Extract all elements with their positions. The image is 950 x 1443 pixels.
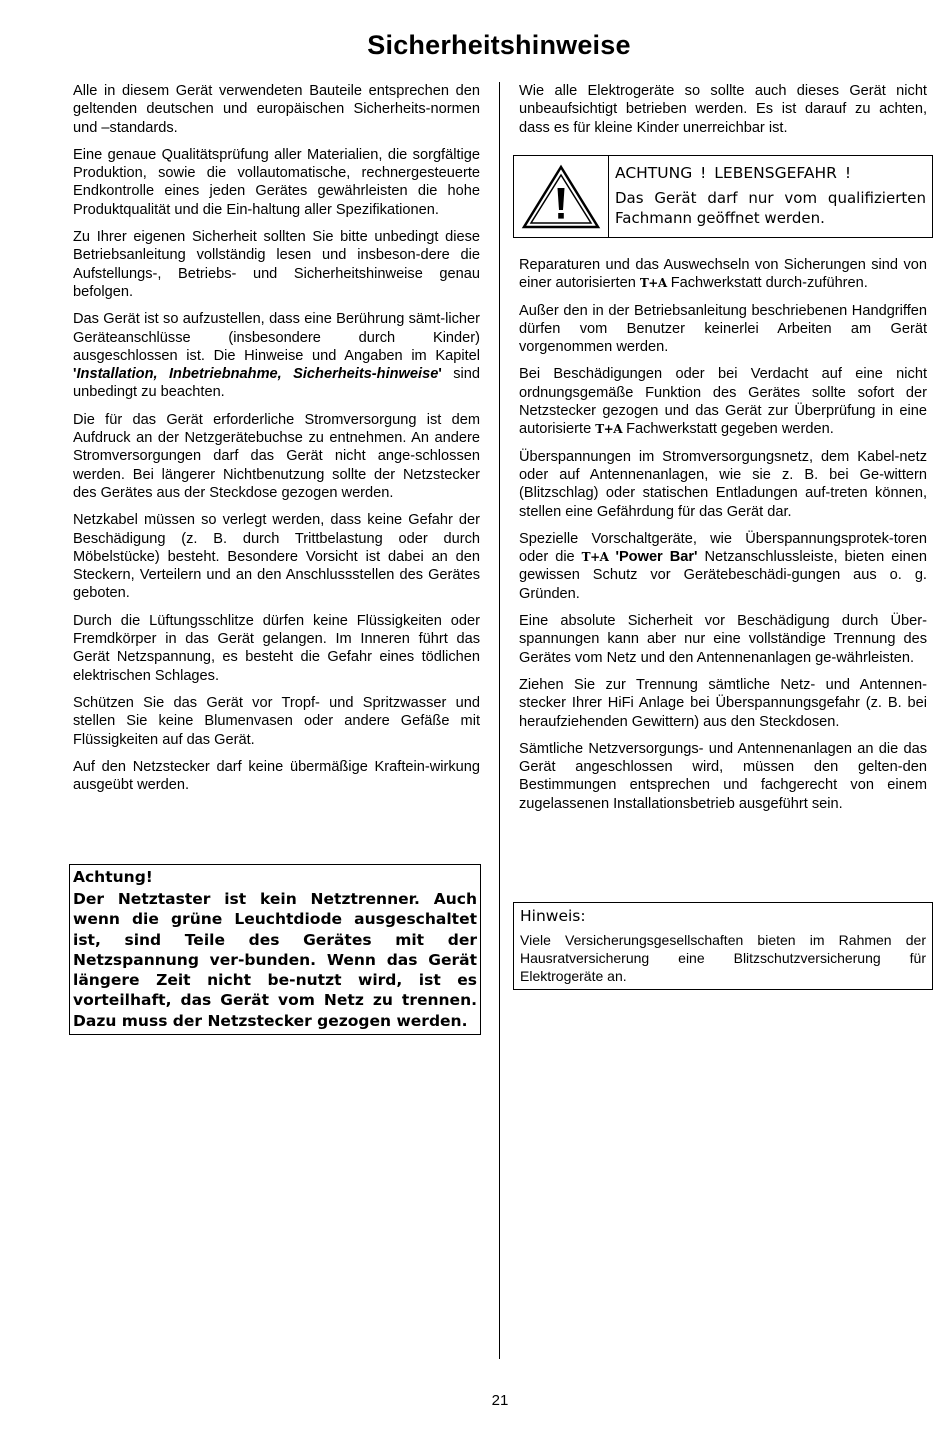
- paragraph: Außer den in der Betriebsanleitung beschriebenen Handgriffen dürfen vom Benutzer keinerlei Arbeiten am Gerät vorgenommen werden.: [519, 302, 927, 356]
- paragraph: Auf den Netzstecker darf keine übermäßige Kraftein-wirkung ausgeübt werden.: [73, 758, 480, 794]
- notice-heading: Achtung!: [73, 868, 153, 886]
- text: Das Gerät ist so aufzustellen, dass eine Berührung sämt-licher Geräteanschlüsse (insbesondere durch Kinder) ausgeschlossen ist. Die Hinweise und Angaben im Kapitel: [73, 311, 480, 364]
- paragraph: Netzkabel müssen so verlegt werden, dass keine Gefahr der Beschädigung (z. B. durch Trittbelastung oder durch Möbelstücke) besteht. Besondere Vorsicht ist dabei an den Steckern, Verteilern und an den Anschlussstellen des Gerätes geboten.: [73, 512, 480, 602]
- paragraph: [519, 256, 927, 293]
- quote-mark: ': [438, 366, 442, 383]
- page-number: 21: [491, 1392, 509, 1409]
- paragraph: Überspannungen im Stromversorgungsnetz, dem Kabel-netz oder auf Antennenanlagen, wie sie z. B. bei Ge-wittern (Blitzschlag) oder statischen Entladungen auf-treten können, stellen eine Gefährdung für das Gerät dar.: [519, 448, 927, 520]
- hinweis-text: Viele Versicherungsgesellschaften bieten im Rahmen der Hausratversicherung eine Blitzschutzversicherung für Elektrogeräte an.: [520, 932, 926, 984]
- danger-body: Das Gerät darf nur vom qualifizierten Fachmann geöffnet werden.: [615, 189, 926, 227]
- text: Netzanschlussleiste, bieten einen gewissen Schutz vor Gerätebeschädi-gungen aus o. g. Gründen.: [519, 549, 927, 602]
- danger-warning-box: [513, 155, 933, 238]
- hinweis-heading: Hinweis:: [520, 907, 586, 925]
- right-column: [519, 82, 927, 146]
- paragraph: [519, 365, 927, 438]
- paragraph: Eine genaue Qualitätsprüfung aller Materialien, die sorgfältige Produktion, sowie die vollautomatische, rechnergesteuerte Endkontrolle eines jeden Gerätes gewährleisten die hohe Produktqualität und die Ein-haltung aller Spezifikationen.: [73, 146, 480, 218]
- column-divider: [499, 82, 500, 1359]
- text: Reparaturen und das Auswechseln von Sicherungen sind von einer autorisierten: [519, 257, 927, 292]
- warning-icon-cell: [514, 156, 609, 237]
- paragraph: [73, 310, 480, 401]
- right-column-continued: [519, 256, 927, 822]
- left-column: [73, 82, 480, 803]
- brand-logo: T+A: [639, 276, 667, 291]
- paragraph: Schützen Sie das Gerät vor Tropf- und Spritzwasser und stellen Sie keine Blumenvasen oder andere Gefäße mit Flüssigkeiten auf das Gerät.: [73, 694, 480, 748]
- paragraph: Sämtliche Netzversorgungs- und Antennenanlagen an die das Gerät angeschlossen wird, müssen den gelten-den Bestimmungen entsprechen und fachgerecht von einem zugelassenen Installationsbetrieb ausgeführt sein.: [519, 740, 927, 812]
- paragraph: Zu Ihrer eigenen Sicherheit sollten Sie bitte unbedingt diese Betriebsanleitung vollständig lesen und insbeson-dere die Aufstellungs-, Betriebs- und Sicherheitshinweise genau befolgen.: [73, 229, 480, 300]
- quote-mark: ': [73, 366, 77, 383]
- notice-text: Der Netztaster ist kein Netztrenner. Auch wenn die grüne Leuchtdiode ausgeschaltet ist, sind Teile des Gerätes mit der Netzspannung ver-bunden. Wenn das Gerät längere Zeit nicht be-nutzt wird, ist es vorteilhaft, das Gerät vom Netz zu trennen. Dazu muss der Netzstecker gezogen werden.: [73, 890, 477, 1030]
- achtung-notice-box: [69, 864, 481, 1035]
- page-title: Sicherheitshinweise: [367, 30, 631, 60]
- chapter-reference: Installation, Inbetriebnahme, Sicherheits-hinweise: [76, 366, 439, 383]
- product-name: 'Power Bar': [615, 549, 698, 566]
- paragraph: Alle in diesem Gerät verwendeten Bauteile entsprechen den geltenden deutschen und europäischen Sicherheits-normen und –standards.: [73, 83, 480, 136]
- paragraph: [519, 530, 927, 603]
- text: Bei Beschädigungen oder bei Verdacht auf eine nicht ordnungsgemäße Funktion des Gerätes sollte sofort der Netzstecker gezogen und das Gerät zur Überprüfung in eine autorisierte: [519, 366, 927, 438]
- paragraph: Wie alle Elektrogeräte so sollte auch dieses Gerät nicht unbeaufsichtigt betrieben werden. Es ist darauf zu achten, dass es für kleine Kinder unerreichbar ist.: [519, 83, 927, 136]
- paragraph: Ziehen Sie zur Trennung sämtliche Netz- und Antennen-stecker Ihrer HiFi Anlage bei Überspannungsgefahr (z. B. bei heraufziehenden Gewittern) aus den Steckdosen.: [519, 676, 927, 730]
- text: Spezielle Vorschaltgeräte, wie Überspannungsprotek-toren oder die: [519, 530, 927, 566]
- paragraph: Eine absolute Sicherheit vor Beschädigung durch Über-spannungen kann aber nur eine vollständige Trennung des Gerätes vom Netz und den Antennenanlagen ge-währleisten.: [519, 613, 927, 666]
- hinweis-notice-box: [513, 902, 933, 990]
- text: Fachwerkstatt durch-zuführen.: [666, 275, 868, 292]
- text: Fachwerkstatt gegeben werden.: [622, 421, 834, 438]
- paragraph: Durch die Lüftungsschlitze dürfen keine Flüssigkeiten oder Fremdkörper in das Gerät gelangen. Im Inneren führt das Gerät Netzspannung, es besteht die Gefahr eines tödlichen elektrischen Schlages.: [73, 612, 480, 684]
- warning-triangle-icon: [521, 164, 601, 230]
- danger-text: [609, 156, 932, 237]
- text: sind unbedingt zu beachten.: [73, 366, 480, 401]
- brand-logo: T+A: [581, 550, 609, 565]
- brand-logo: T+A: [595, 422, 623, 437]
- paragraph: Die für das Gerät erforderliche Stromversorgung ist dem Aufdruck an der Netzgerätebuchse zu entnehmen. An andere Stromversorgungen darf das Gerät nicht ange-schlossen werden. Bei längerer Nichtbenutzung sollte der Netzstecker des Gerätes aus der Steckdose gezogen werden.: [73, 411, 480, 501]
- danger-heading: ACHTUNG ! LEBENSGEFAHR !: [615, 164, 852, 182]
